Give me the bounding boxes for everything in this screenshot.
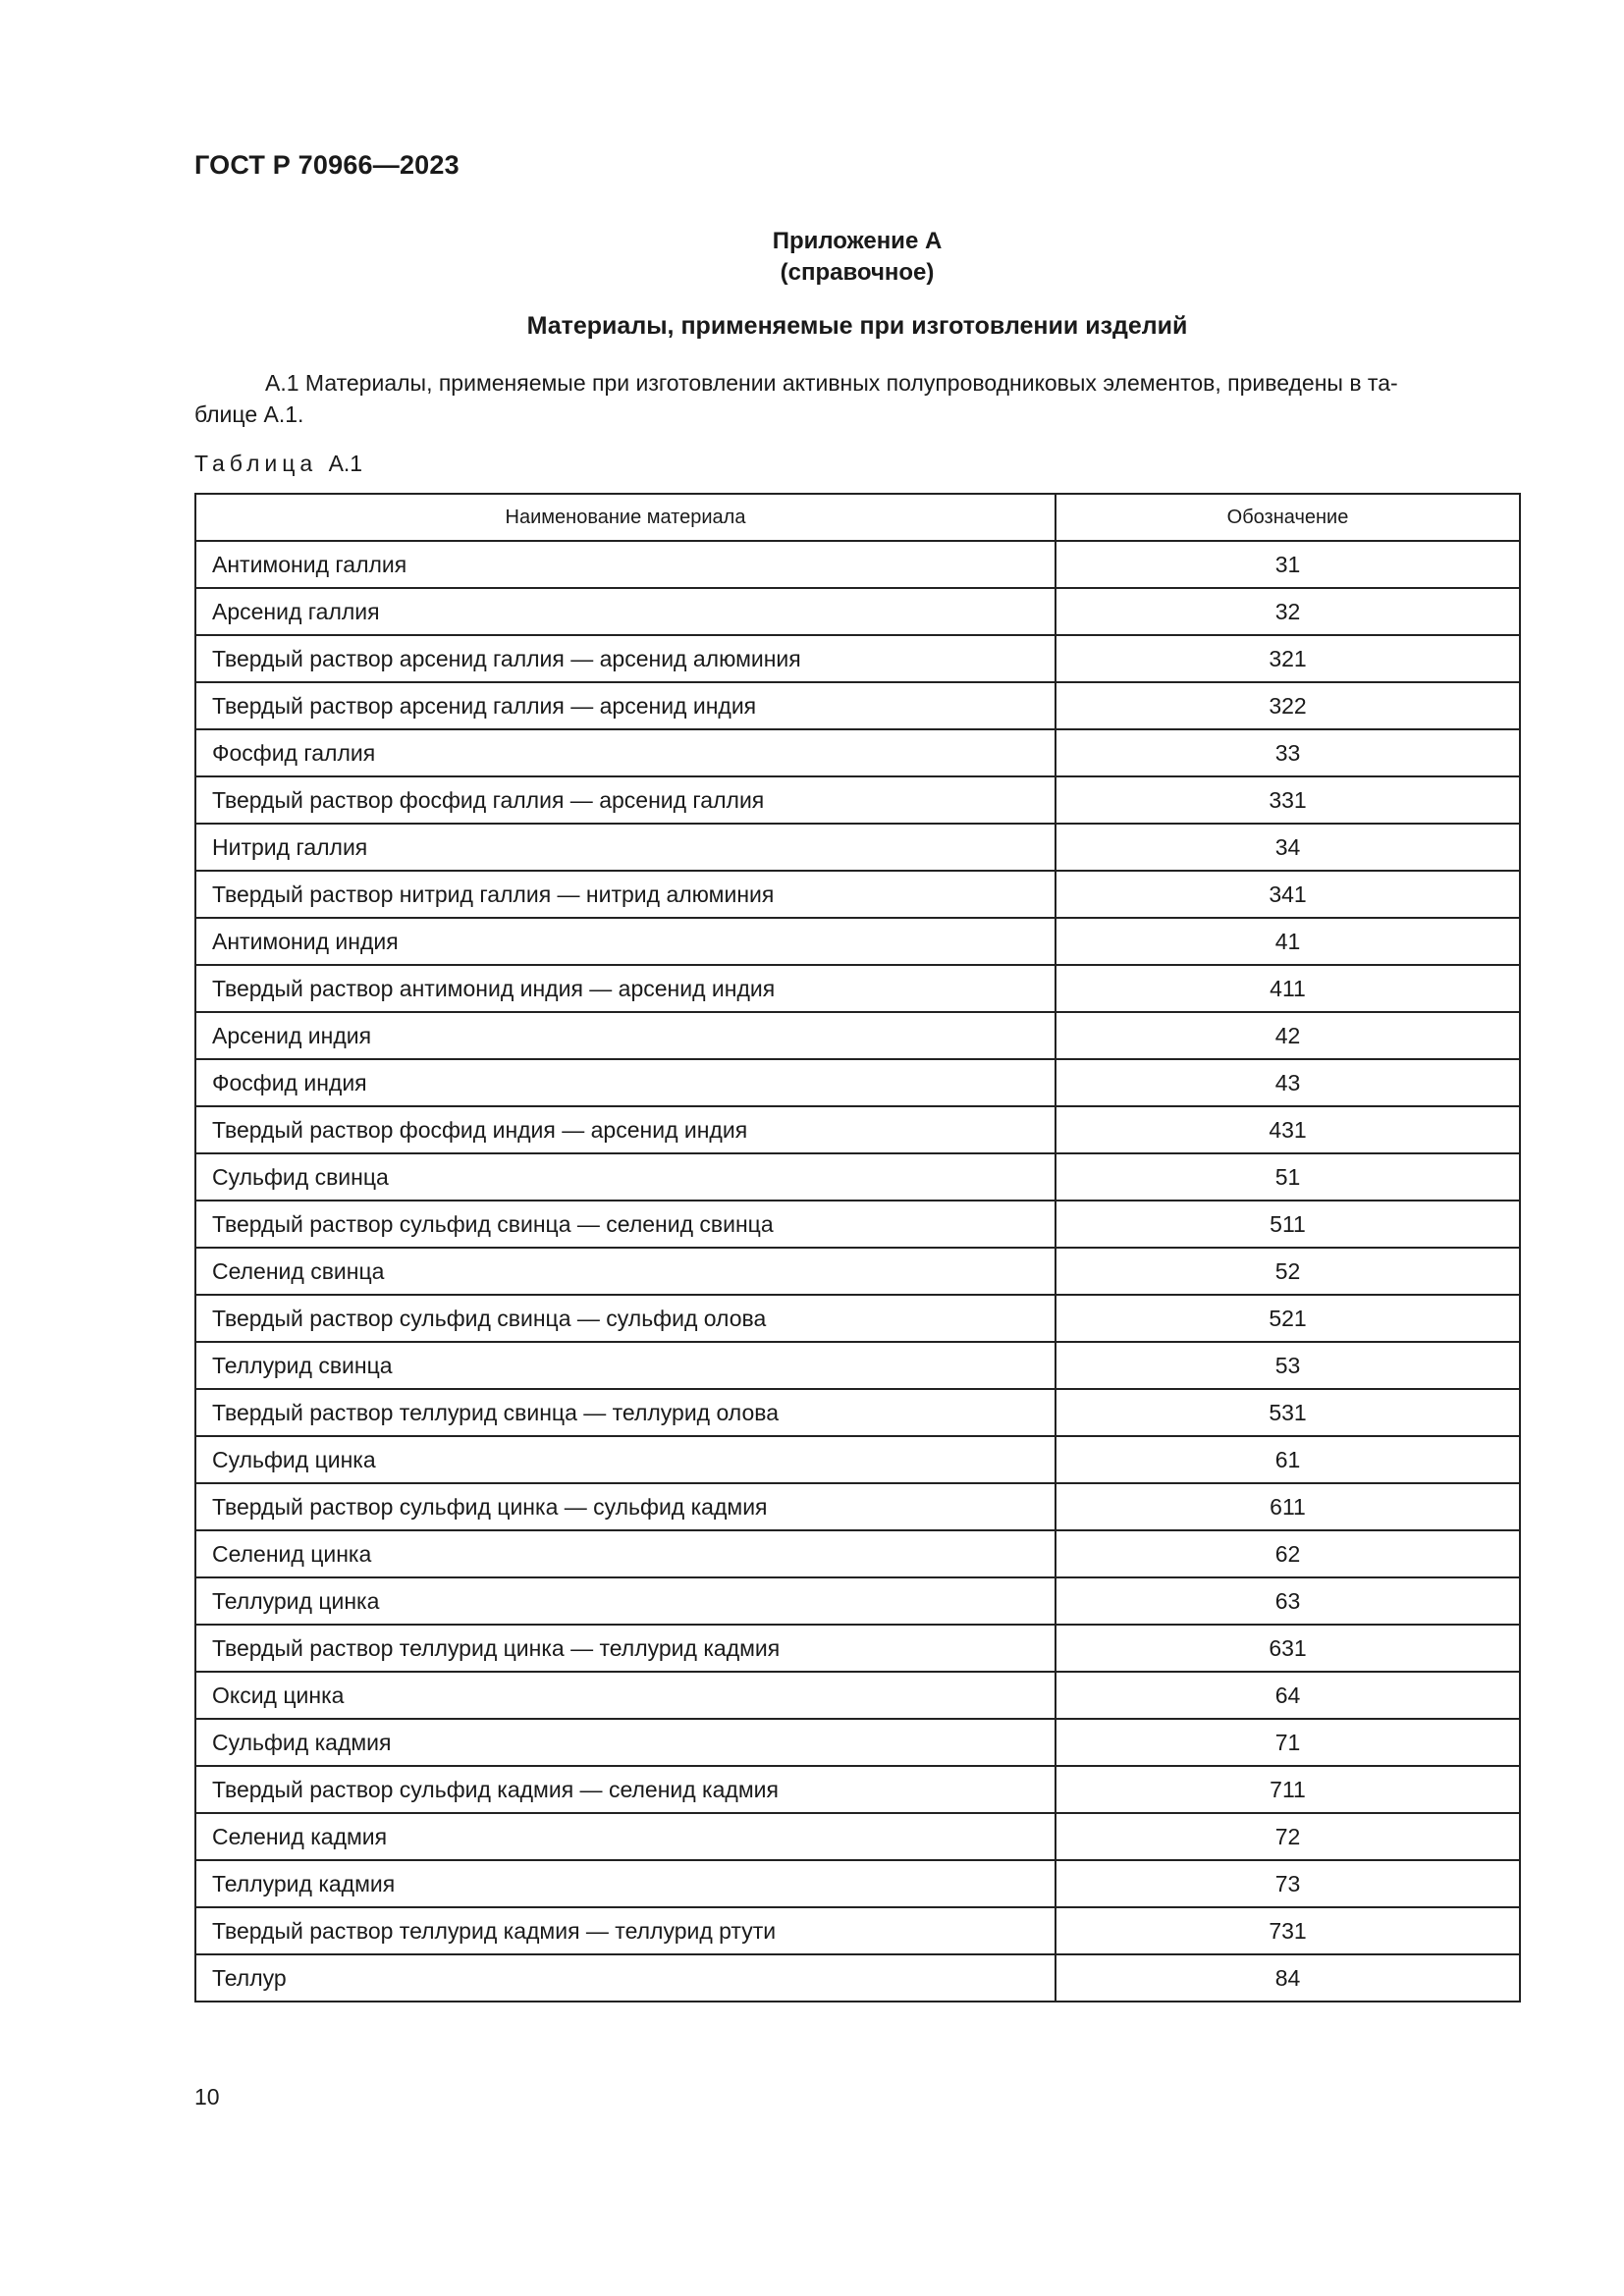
table-row — [195, 1719, 1520, 1766]
designation-cell: 64 — [1056, 1672, 1520, 1719]
table-row — [195, 588, 1520, 635]
material-name-cell: Твердый раствор арсенид галлия — арсенид алюминия — [195, 635, 1056, 682]
table-row — [195, 1295, 1520, 1342]
table-row — [195, 824, 1520, 871]
designation-cell: 411 — [1056, 965, 1520, 1012]
designation-cell: 34 — [1056, 824, 1520, 871]
material-name-cell: Фосфид индия — [195, 1059, 1056, 1106]
designation-cell: 31 — [1056, 541, 1520, 588]
designation-cell: 32 — [1056, 588, 1520, 635]
table-row — [195, 1625, 1520, 1672]
table-row — [195, 1201, 1520, 1248]
designation-cell: 521 — [1056, 1295, 1520, 1342]
material-name-cell: Сульфид цинка — [195, 1436, 1056, 1483]
column-header-material: Наименование материала — [195, 494, 1056, 541]
designation-cell: 52 — [1056, 1248, 1520, 1295]
material-name-cell: Твердый раствор сульфид свинца — сульфид олова — [195, 1295, 1056, 1342]
designation-cell: 322 — [1056, 682, 1520, 729]
designation-cell: 33 — [1056, 729, 1520, 776]
designation-cell: 321 — [1056, 635, 1520, 682]
material-name-cell: Сульфид кадмия — [195, 1719, 1056, 1766]
table-row — [195, 1954, 1520, 2002]
table-row — [195, 1766, 1520, 1813]
material-name-cell: Твердый раствор сульфид свинца — селенид свинца — [195, 1201, 1056, 1248]
material-name-cell: Нитрид галлия — [195, 824, 1056, 871]
section-title: Материалы, применяемые при изготовлении изделий — [526, 312, 1188, 340]
designation-cell: 71 — [1056, 1719, 1520, 1766]
material-name-cell: Твердый раствор сульфид кадмия — селенид кадмия — [195, 1766, 1056, 1813]
material-name-cell: Фосфид галлия — [195, 729, 1056, 776]
table-header-row — [195, 494, 1520, 541]
material-name-cell: Теллурид свинца — [195, 1342, 1056, 1389]
material-name-cell: Теллур — [195, 1954, 1056, 2002]
table-row — [195, 1389, 1520, 1436]
designation-cell: 84 — [1056, 1954, 1520, 2002]
designation-cell: 731 — [1056, 1907, 1520, 1954]
table-row — [195, 1813, 1520, 1860]
table-row — [195, 729, 1520, 776]
material-name-cell: Антимонид индия — [195, 918, 1056, 965]
designation-cell: 331 — [1056, 776, 1520, 824]
table-row — [195, 1436, 1520, 1483]
designation-cell: 61 — [1056, 1436, 1520, 1483]
designation-cell: 511 — [1056, 1201, 1520, 1248]
table-row — [195, 1012, 1520, 1059]
table-row — [195, 1530, 1520, 1577]
table-row — [195, 1342, 1520, 1389]
material-name-cell: Твердый раствор антимонид индия — арсенид индия — [195, 965, 1056, 1012]
table-row — [195, 1907, 1520, 1954]
table-row — [195, 682, 1520, 729]
material-name-cell: Антимонид галлия — [195, 541, 1056, 588]
designation-cell: 73 — [1056, 1860, 1520, 1907]
material-name-cell: Твердый раствор теллурид свинца — теллурид олова — [195, 1389, 1056, 1436]
material-name-cell: Селенид свинца — [195, 1248, 1056, 1295]
material-name-cell: Твердый раствор теллурид цинка — теллурид кадмия — [195, 1625, 1056, 1672]
table-row — [195, 1248, 1520, 1295]
material-name-cell: Оксид цинка — [195, 1672, 1056, 1719]
material-name-cell: Арсенид галлия — [195, 588, 1056, 635]
column-header-designation: Обозначение — [1056, 494, 1520, 541]
designation-cell: 43 — [1056, 1059, 1520, 1106]
material-name-cell: Твердый раствор сульфид цинка — сульфид кадмия — [195, 1483, 1056, 1530]
material-name-cell: Селенид кадмия — [195, 1813, 1056, 1860]
table-caption-number: А.1 — [328, 451, 363, 476]
table-caption-word: Таблица — [194, 451, 318, 476]
designation-cell: 431 — [1056, 1106, 1520, 1153]
material-name-cell: Твердый раствор нитрид галлия — нитрид алюминия — [195, 871, 1056, 918]
table-row — [195, 1483, 1520, 1530]
designation-cell: 72 — [1056, 1813, 1520, 1860]
table-body — [195, 541, 1520, 2002]
material-name-cell: Арсенид индия — [195, 1012, 1056, 1059]
table-caption — [194, 451, 362, 477]
material-name-cell: Теллурид цинка — [195, 1577, 1056, 1625]
table-row — [195, 1860, 1520, 1907]
designation-cell: 341 — [1056, 871, 1520, 918]
designation-cell: 62 — [1056, 1530, 1520, 1577]
designation-cell: 53 — [1056, 1342, 1520, 1389]
designation-cell: 63 — [1056, 1577, 1520, 1625]
table-row — [195, 1106, 1520, 1153]
material-name-cell: Сульфид свинца — [195, 1153, 1056, 1201]
material-name-cell: Селенид цинка — [195, 1530, 1056, 1577]
material-name-cell: Твердый раствор теллурид кадмия — теллурид ртути — [195, 1907, 1056, 1954]
table-row — [195, 965, 1520, 1012]
designation-cell: 711 — [1056, 1766, 1520, 1813]
annex-status: (справочное) — [780, 259, 935, 286]
designation-cell: 531 — [1056, 1389, 1520, 1436]
materials-table — [194, 493, 1521, 2002]
document-code: ГОСТ Р 70966—2023 — [194, 150, 460, 180]
table-row — [195, 635, 1520, 682]
table-row — [195, 1059, 1520, 1106]
table-row — [195, 871, 1520, 918]
table-row — [195, 918, 1520, 965]
table-row — [195, 1153, 1520, 1201]
table-row — [195, 776, 1520, 824]
designation-cell: 51 — [1056, 1153, 1520, 1201]
page-number: 10 — [194, 2084, 220, 2109]
designation-cell: 42 — [1056, 1012, 1520, 1059]
designation-cell: 41 — [1056, 918, 1520, 965]
designation-cell: 611 — [1056, 1483, 1520, 1530]
material-name-cell: Твердый раствор фосфид индия — арсенид индия — [195, 1106, 1056, 1153]
material-name-cell: Твердый раствор фосфид галлия — арсенид галлия — [195, 776, 1056, 824]
material-name-cell: Теллурид кадмия — [195, 1860, 1056, 1907]
table-row — [195, 1672, 1520, 1719]
table-row — [195, 1577, 1520, 1625]
intro-paragraph-line2: блице А.1. — [194, 401, 304, 427]
annex-title: Приложение А — [772, 228, 943, 254]
material-name-cell: Твердый раствор арсенид галлия — арсенид индия — [195, 682, 1056, 729]
table-row — [195, 541, 1520, 588]
designation-cell: 631 — [1056, 1625, 1520, 1672]
intro-paragraph-line1: А.1 Материалы, применяемые при изготовлении активных полупроводниковых элементов, приведены в та- — [265, 370, 1398, 396]
